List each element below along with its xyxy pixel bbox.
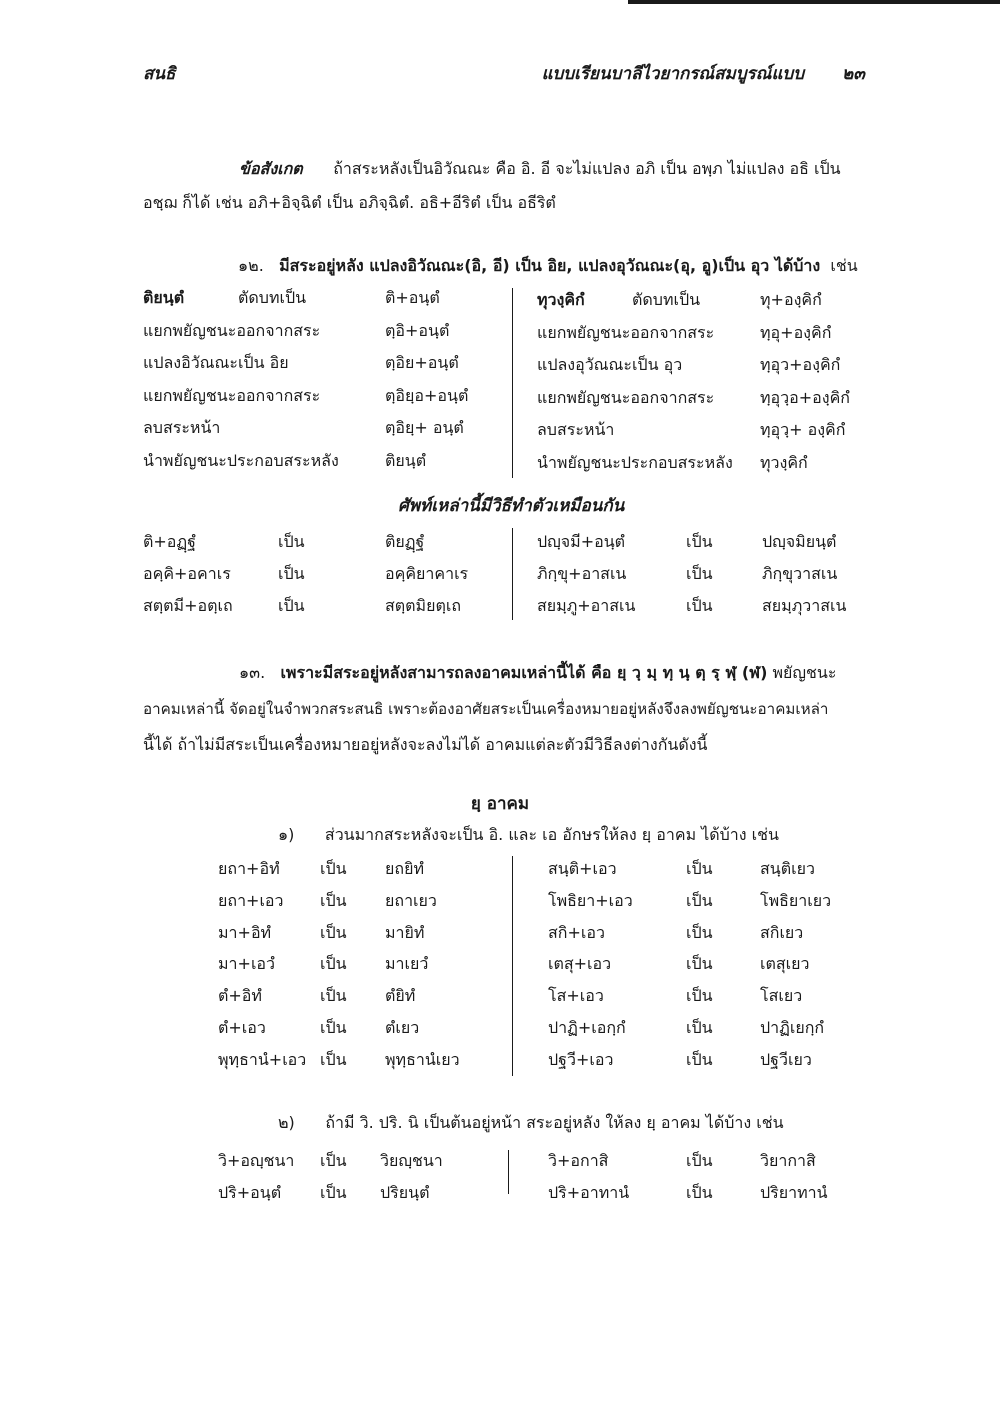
- ya-example-cell: เป็น: [320, 1183, 347, 1202]
- ya-example-cell: เป็น: [686, 1018, 713, 1037]
- derivation-left-cell: แปลงอิวัณณะเป็น อิย: [143, 353, 289, 372]
- similar-word-cell: ติ+อฏฺฐํ: [143, 532, 196, 551]
- derivation-left-cell: นำพยัญชนะประกอบสระหลัง: [143, 450, 339, 470]
- running-head-title: แบบเรียนบาลีไวยากรณ์สมบูรณ์แบบ: [541, 64, 804, 84]
- similar-word-cell: เป็น: [686, 564, 713, 583]
- running-head-chapter: สนธิ: [143, 64, 176, 84]
- ya-example-cell: เป็น: [686, 922, 713, 942]
- derivation-right-cell: ทฺอุ+องฺคิกํ: [760, 322, 832, 342]
- ya-example-cell: วิ+อกาสิ: [548, 1151, 609, 1170]
- column-divider: [512, 288, 513, 478]
- ya-example-cell: สกิเยว: [760, 922, 804, 942]
- note-line-2: อชฺฌ ก็ได้ เช่น อภิ+อิจฺฉิตํ เป็น อภิจฺฉิตํ. อธิ+อีริตํ เป็น อธีริตํ: [143, 193, 556, 212]
- similar-words-title: ศัพท์เหล่านี้มีวิธีทำตัวเหมือนกัน: [398, 496, 625, 516]
- ya-example-cell: พุทฺธานํ+เอว: [218, 1049, 307, 1069]
- ya-example-cell: สนฺติเยว: [760, 859, 815, 878]
- rule-12-text: มีสระอยู่หลัง แปลงอิวัณณะ(อิ, อี) เป็น อิย, แปลงอุวัณณะ(อุ, อู)เป็น อุว ได้บ้าง: [279, 256, 821, 275]
- ya-example-cell: ปริยนฺตํ: [380, 1183, 430, 1202]
- ya-example-cell: เป็น: [686, 986, 713, 1006]
- ya-item-2: [278, 1113, 784, 1133]
- ya-example-cell: เป็น: [320, 890, 347, 910]
- derivation-left-cell: ลบสระหน้า: [143, 418, 221, 437]
- rule-13-line-3: นี้ได้ ถ้าไม่มีสระเป็นเครื่องหมายอยู่หลังจะลงไม่ได้ อาคมแต่ละตัวมีวิธีลงต่างกันดังนี้: [143, 735, 708, 754]
- ya-example-cell: เตสุ+เอว: [548, 954, 612, 974]
- ya-item-1: [278, 825, 779, 845]
- rule-13-paragraph: [143, 655, 871, 763]
- scan-edge-line: [628, 0, 1000, 4]
- note-paragraph: [143, 152, 871, 220]
- similar-word-cell: เป็น: [278, 564, 305, 583]
- derivation-right-cell: แยกพยัญชนะออกจากสระ: [537, 387, 715, 407]
- derivation-right-cell: ตัดบทเป็น: [632, 290, 701, 309]
- ya-example-cell: มา+อิทํ: [218, 922, 272, 942]
- derivation-right-cell: ทุ+องฺคิกํ: [760, 290, 822, 309]
- derivation-left-cell: ตฺอิยฺอ+อนฺตํ: [385, 385, 469, 405]
- ya-example-cell: เป็น: [320, 1049, 347, 1069]
- ya-example-cell: สนฺติ+เอว: [548, 859, 617, 878]
- ya-example-cell: ยถาเยว: [385, 890, 437, 910]
- derivation-right-cell: ทฺอุวฺอ+องฺคิกํ: [760, 387, 850, 407]
- ya-example-cell: เป็น: [686, 890, 713, 910]
- ya-item-1-text: ส่วนมากสระหลังจะเป็น อิ. และ เอ อักษรให้ลง ยฺ อาคม ได้บ้าง เช่น: [324, 825, 779, 844]
- derivation-right-cell: ทฺอุว+องฺคิกํ: [760, 355, 841, 374]
- ya-example-cell: โพธิยาเยว: [760, 890, 832, 910]
- ya-example-cell: ปริ+อาทานํ: [548, 1183, 630, 1202]
- rule-13-rest: พยัญชนะ: [772, 663, 837, 682]
- ya-example-cell: โสเยว: [760, 986, 803, 1006]
- ya-example-cell: ปฐวี+เอว: [548, 1049, 614, 1069]
- similar-word-cell: อคฺคิ+อคาเร: [143, 564, 231, 583]
- rule-13-number: ๑๓.: [239, 663, 266, 682]
- similar-word-cell: สยมฺภู+อาสเน: [537, 596, 636, 615]
- column-divider: [508, 1150, 509, 1194]
- derivation-right-cell: ทฺอุวฺ+ องฺคิกํ: [760, 420, 846, 439]
- derivation-right-cell: แยกพยัญชนะออกจากสระ: [537, 322, 715, 342]
- ya-example-cell: มาเยวํ: [385, 954, 429, 974]
- note-label: ข้อสังเกต: [239, 159, 303, 178]
- ya-example-cell: สกิ+เอว: [548, 922, 605, 942]
- ya-example-cell: ยถา+อิทํ: [218, 859, 280, 878]
- ya-example-cell: ปฐวีเยว: [760, 1049, 812, 1069]
- ya-example-cell: ตํเยว: [385, 1018, 420, 1037]
- similar-word-cell: ติยฏฺฐํ: [385, 532, 425, 551]
- derivation-left-cell: ติยนฺตํ: [143, 288, 185, 307]
- derivation-left-cell: ตฺอิ+อนฺตํ: [385, 320, 450, 340]
- rule-12-heading: [238, 256, 858, 276]
- ya-example-cell: มายิทํ: [385, 922, 425, 942]
- ya-example-cell: มา+เอวํ: [218, 954, 275, 974]
- derivation-left-cell: แยกพยัญชนะออกจากสระ: [143, 320, 321, 340]
- ya-example-cell: เป็น: [320, 986, 347, 1006]
- ya-example-cell: เป็น: [686, 1049, 713, 1069]
- similar-word-cell: อคฺคิยาคาเร: [385, 564, 469, 583]
- page-number: ๒๓: [842, 64, 865, 84]
- ya-item-1-number: ๑): [278, 825, 295, 844]
- ya-example-cell: โพธิยา+เอว: [548, 890, 633, 910]
- derivation-right-cell: ลบสระหน้า: [537, 420, 615, 439]
- ya-example-cell: เป็น: [320, 1151, 347, 1170]
- similar-word-cell: ภิกฺขุ+อาสเน: [537, 564, 627, 583]
- derivation-left-cell: ติยนฺตํ: [385, 450, 427, 470]
- derivation-right-cell: ทุวงฺคิกํ: [537, 290, 585, 309]
- derivation-right-cell: แปลงอุวัณณะเป็น อุว: [537, 355, 683, 374]
- derivation-right-cell: นำพยัญชนะประกอบสระหลัง: [537, 452, 733, 472]
- ya-example-cell: เตสุเยว: [760, 954, 810, 974]
- rule-13-bold: เพราะมีสระอยู่หลังสามารถลงอาคมเหล่านี้ได้ คือ ยฺ วฺ มฺ ทฺ นฺ ตฺ รฺ ฬฺ (ฬ): [280, 663, 768, 682]
- ya-example-cell: ปริ+อนฺตํ: [218, 1183, 282, 1202]
- derivation-left-cell: ตัดบทเป็น: [238, 288, 307, 307]
- similar-word-cell: ภิกฺขุวาสเน: [762, 564, 838, 583]
- derivation-left-cell: ตฺอิยฺ+ อนฺตํ: [385, 418, 464, 437]
- ya-example-cell: ปาฏิเยกฺกํ: [760, 1018, 825, 1037]
- rule-13-line-2: อาคมเหล่านี้ จัดอยู่ในจำพวกสระสนธิ เพราะต้องอาศัยสระเป็นเครื่องหมายอยู่หลังจึงลงพยัญชนะอาคมเหล่า: [143, 700, 829, 718]
- ya-agama-title: ยฺ อาคม: [470, 794, 530, 814]
- similar-word-cell: สตฺตมิยตฺเถ: [385, 596, 462, 615]
- similar-word-cell: ปญฺจมี+อนฺตํ: [537, 532, 626, 551]
- ya-example-cell: เป็น: [320, 922, 347, 942]
- ya-example-cell: ปริยาทานํ: [760, 1183, 828, 1202]
- ya-example-cell: วิยญฺชนา: [380, 1151, 443, 1170]
- ya-example-cell: เป็น: [686, 1151, 713, 1170]
- similar-word-cell: เป็น: [278, 596, 305, 615]
- ya-example-cell: ปาฏิ+เอกฺกํ: [548, 1018, 626, 1037]
- derivation-left-cell: ติ+อนฺตํ: [385, 288, 440, 307]
- similar-word-cell: เป็น: [278, 532, 305, 551]
- ya-example-cell: วิ+อญฺชนา: [218, 1151, 295, 1170]
- similar-word-cell: เป็น: [686, 532, 713, 551]
- ya-item-2-number: ๒): [278, 1113, 295, 1132]
- derivation-left-cell: ตฺอิย+อนฺตํ: [385, 353, 459, 372]
- column-divider: [512, 528, 513, 620]
- ya-example-cell: ยถา+เอว: [218, 890, 284, 910]
- similar-word-cell: สยมฺภุวาสเน: [762, 596, 847, 615]
- derivation-right-cell: ทุวงฺคิกํ: [760, 452, 808, 472]
- similar-word-cell: ปญฺจมิยนฺตํ: [762, 532, 837, 551]
- similar-word-cell: เป็น: [686, 596, 713, 615]
- ya-example-cell: เป็น: [320, 859, 347, 878]
- ya-example-cell: พุทฺธานํเยว: [385, 1049, 460, 1069]
- ya-example-cell: ตํ+อิทํ: [218, 986, 262, 1006]
- ya-example-cell: เป็น: [320, 1018, 347, 1037]
- ya-example-cell: เป็น: [686, 1183, 713, 1202]
- column-divider: [512, 856, 513, 1076]
- ya-example-cell: เป็น: [686, 954, 713, 974]
- ya-example-cell: เป็น: [320, 954, 347, 974]
- ya-example-cell: ตํ+เอว: [218, 1018, 266, 1037]
- note-line-1: ถ้าสระหลังเป็นอิวัณณะ คือ อิ. อี จะไม่แปลง อภิ เป็น อพฺภ ไม่แปลง อธิ เป็น: [333, 159, 841, 178]
- similar-word-cell: สตฺตมี+อตฺเถ: [143, 596, 233, 615]
- rule-12-suffix: เช่น: [830, 256, 858, 275]
- rule-12-number: ๑๒.: [238, 256, 264, 275]
- ya-example-cell: ตํยิทํ: [385, 986, 416, 1006]
- ya-item-2-text: ถ้ามี วิ. ปริ. นิ เป็นต้นอยู่หน้า สระอยู่หลัง ให้ลง ยฺ อาคม ได้บ้าง เช่น: [325, 1113, 784, 1132]
- ya-example-cell: วิยากาสิ: [760, 1151, 816, 1170]
- ya-example-cell: เป็น: [686, 859, 713, 878]
- ya-example-cell: ยถยิทํ: [385, 859, 424, 878]
- ya-example-cell: โส+เอว: [548, 986, 604, 1006]
- derivation-left-cell: แยกพยัญชนะออกจากสระ: [143, 385, 321, 405]
